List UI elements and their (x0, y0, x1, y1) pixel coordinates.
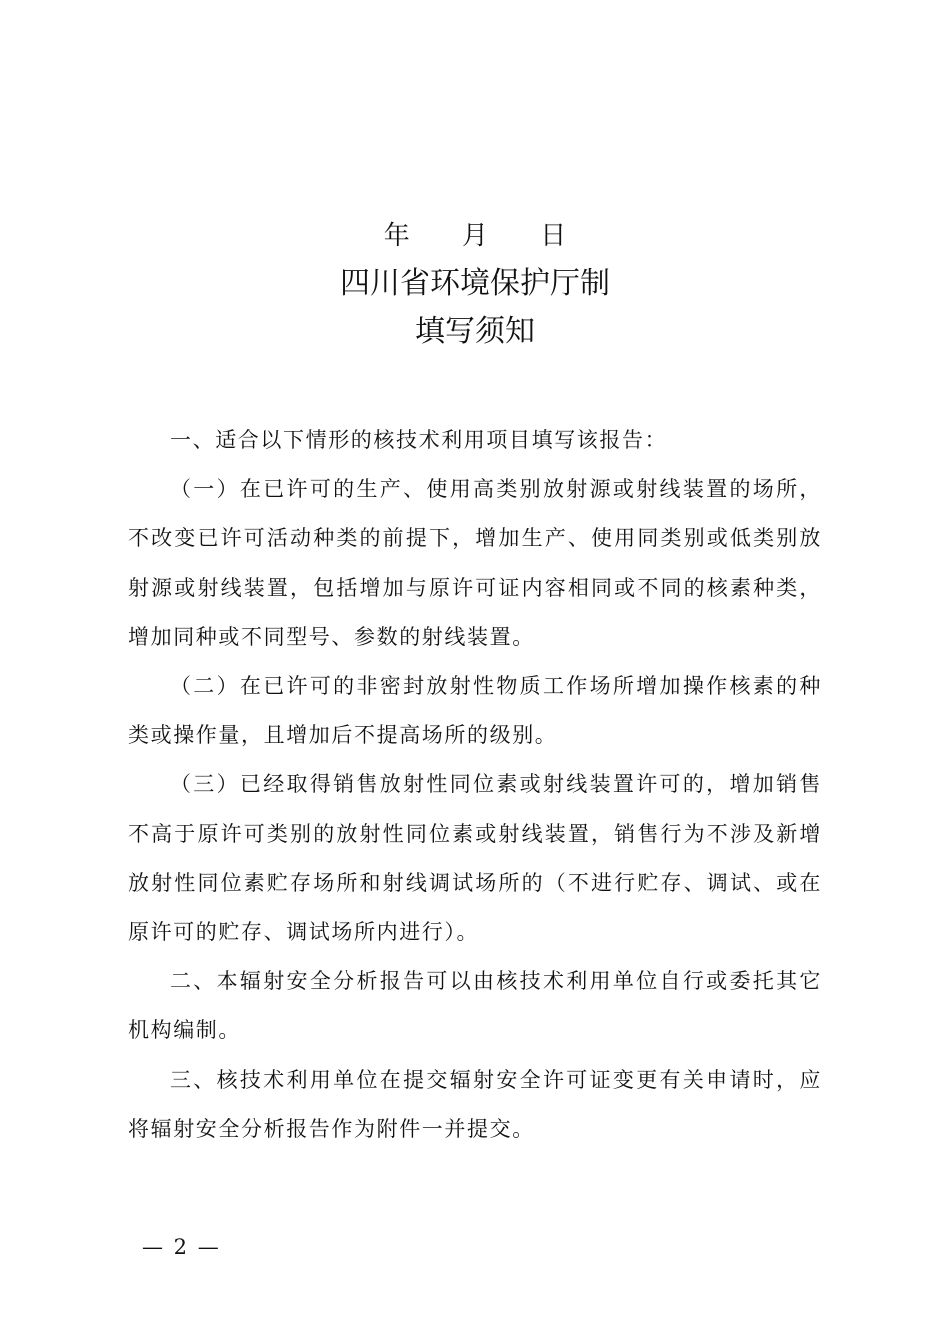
paragraph-1-3: （三）已经取得销售放射性同位素或射线装置许可的，增加销售不高于原许可类别的放射性同位素或射线装置，销售行为不涉及新增放射性同位素贮存场所和射线调试场所的（不进行贮存、调试、或在原许可的贮存、调试场所内进行）。 (128, 772, 822, 945)
date-day: 日 (540, 221, 567, 251)
page-title: 填写须知 (415, 314, 535, 349)
paragraph-1: 一、适合以下情形的核技术利用项目填写该报告： (170, 428, 668, 452)
date-line (0, 218, 950, 254)
paragraph-2: 二、本辐射安全分析报告可以由核技术利用单位自行或委托其它机构编制。 (128, 969, 822, 1043)
instructions-body (128, 416, 822, 1154)
paragraph-1-2: （二）在已许可的非密封放射性物质工作场所增加操作核素的种类或操作量，且增加后不提高场所的级别。 (128, 674, 822, 748)
date-month: 月 (461, 221, 488, 251)
paragraph-3: 三、核技术利用单位在提交辐射安全许可证变更有关申请时，应将辐射安全分析报告作为附件一并提交。 (128, 1067, 822, 1141)
page-number: — 2 — (142, 1235, 221, 1259)
paragraph-1-1: （一）在已许可的生产、使用高类别放射源或射线装置的场所，不改变已许可活动种类的前提下，增加生产、使用同类别或低类别放射源或射线装置，包括增加与原许可证内容相同或不同的核素种类，增加同种或不同型号、参数的射线装置。 (128, 477, 822, 649)
date-year: 年 (383, 221, 410, 251)
issuing-agency: 四川省环境保护厅制 (340, 266, 610, 301)
